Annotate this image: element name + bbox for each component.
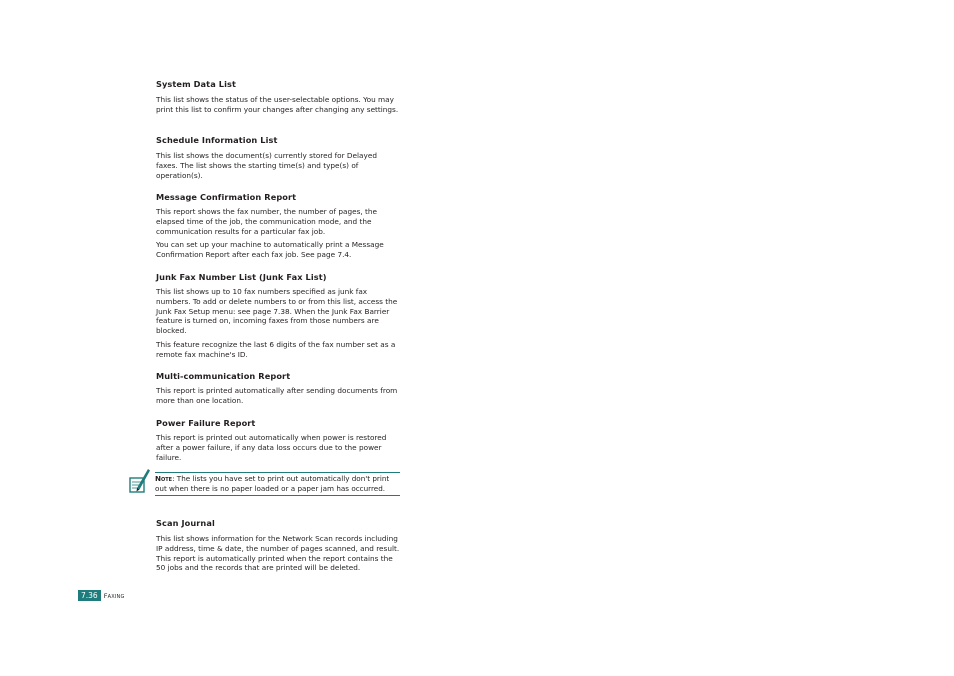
section-power-failure-report [156,418,401,462]
section-scan-journal [156,518,401,573]
section-system-data-list [156,79,401,115]
section-heading: System Data List [156,79,236,89]
section-heading: Junk Fax Number List (Junk Fax List) [156,272,327,282]
section-heading: Message Confirmation Report [156,192,297,202]
section-body: This list shows the status of the user-selectable options. You may print this list to confirm your changes after changing any settings. [156,95,399,114]
note-label: Note [155,474,173,483]
footer-section-name: Faxing [103,591,125,600]
note-pencil-icon [128,466,152,496]
note-box [155,472,400,496]
section-body: This report is printed out automatically when power is restored after a power failure, if any data loss occurs due to the power failure. [156,433,387,462]
section-heading: Schedule Information List [156,135,278,145]
section-body: This feature recognize the last 6 digits of the fax number set as a remote fax machine's ID. [156,339,396,359]
section-heading: Multi-communication Report [156,371,291,381]
section-heading: Power Failure Report [156,418,256,428]
section-message-confirmation-report [156,192,401,260]
section-body: You can set up your machine to automatically print a Message Confirmation Report after each fax job. See page 7.4. [156,240,384,260]
section-body: This report shows the fax number, the number of pages, the elapsed time of the job, the communication mode, and the communication results for a particular fax job. [156,207,377,236]
note-text [155,474,400,493]
section-body: This list shows the document(s) currently stored for Delayed faxes. The list shows the starting time(s) and type(s) of operation(s). [156,151,377,180]
section-heading: Scan Journal [156,518,215,528]
section-body: This report is printed automatically after sending documents from more than one location. [156,386,398,405]
section-schedule-information-list [156,135,401,180]
section-junk-fax-number-list [156,272,401,360]
section-multi-communication-report [156,371,401,406]
section-body: This list shows information for the Network Scan records including IP address, time & date, the number of pages scanned, and result. This report is automatically printed when the report contains the 50 jobs and the records that are printed will be deleted. [156,534,400,573]
note-body: : The lists you have set to print out automatically don't print out when there is no paper loaded or a paper jam has occurred. [155,474,390,493]
page-number: 7.36 [78,590,101,601]
page-footer [78,590,125,601]
section-body: This list shows up to 10 fax numbers specified as junk fax numbers. To add or delete numbers to or from this list, access the Junk Fax Setup menu: see page 7.38. When the Junk Fax Barrier feature is turned on, incoming faxes from those numbers are blocked. [156,287,398,336]
